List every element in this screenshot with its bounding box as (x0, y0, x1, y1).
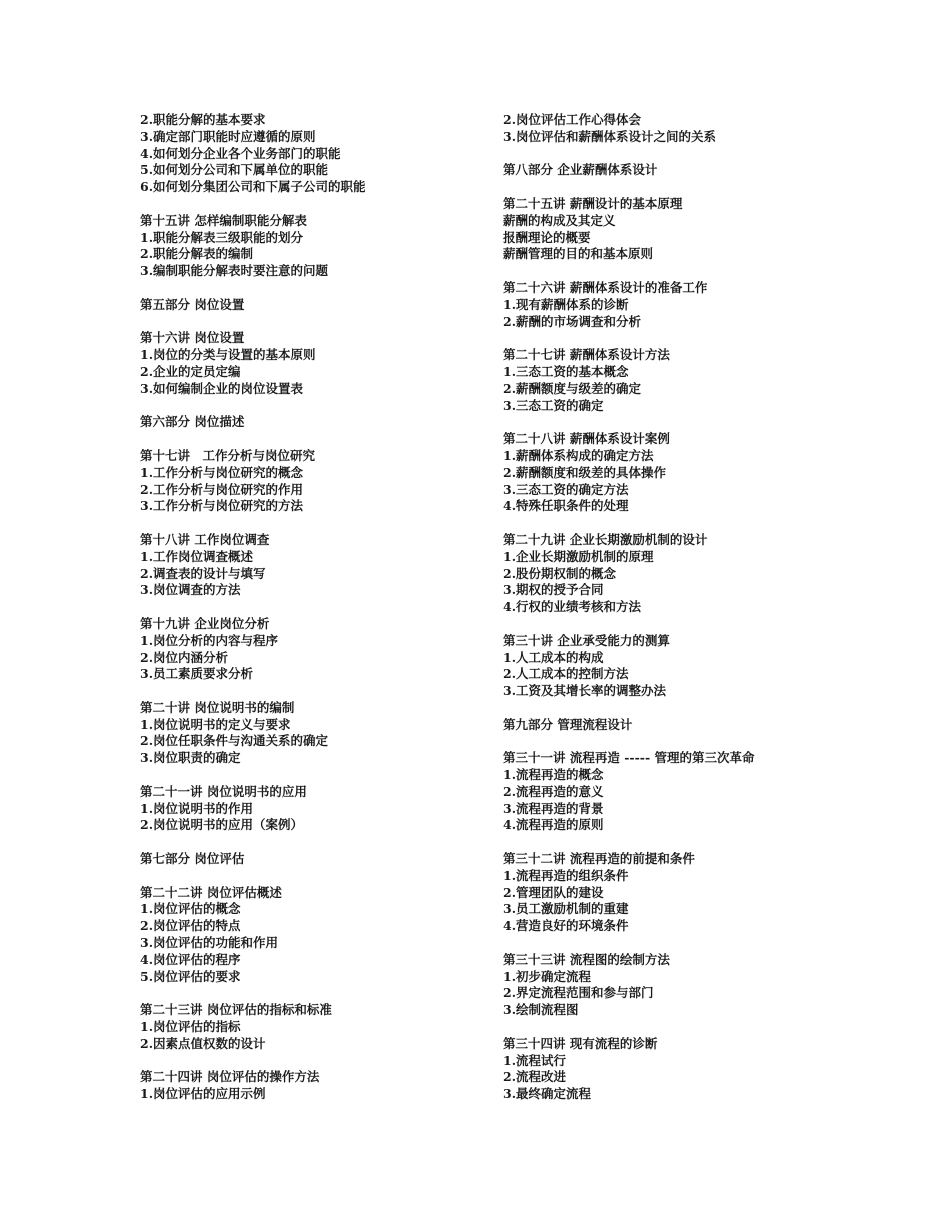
blank-line (503, 733, 833, 750)
section-heading: 第二十讲 岗位说明书的编制 (140, 699, 295, 715)
outline-item: 2.因素点值权数的设计 (140, 1035, 266, 1051)
section-heading: 第七部分 岗位评估 (140, 851, 245, 867)
outline-item: 1.企业长期激励机制的原理 (503, 548, 654, 564)
outline-item: 2.职能分解表的编制 (140, 246, 254, 262)
blank-line (503, 616, 833, 633)
outline-item: 6.如何划分集团公司和下属子公司的职能 (140, 179, 366, 195)
blank-line (503, 146, 833, 163)
blank-line (140, 683, 480, 700)
blank-line (140, 431, 480, 448)
outline-item: 3.岗位评估和薪酬体系设计之间的关系 (503, 128, 717, 144)
blank-line (503, 330, 833, 347)
section-heading: 第二十八讲 薪酬体系设计案例 (503, 431, 670, 447)
outline-item: 3.员工激励机制的重建 (503, 901, 629, 917)
section-heading: 第六部分 岗位描述 (140, 414, 245, 430)
outline-item: 薪酬管理的目的和基本原则 (503, 246, 654, 262)
outline-item: 3.期权的授予合同 (503, 582, 604, 598)
outline-item: 2.企业的定员定编 (140, 363, 241, 379)
blank-line (503, 700, 833, 717)
outline-item: 3.工作分析与岗位研究的方法 (140, 498, 304, 514)
outline-item: 2.管理团队的建设 (503, 884, 604, 900)
blank-line (140, 196, 480, 213)
section-heading: 第三十一讲 流程再造 ----- 管理的第三次革命 (503, 750, 755, 766)
outline-item: 报酬理论的概要 (503, 229, 591, 245)
section-heading: 第八部分 企业薪酬体系设计 (503, 162, 658, 178)
outline-item: 3.确定部门职能时应遵循的原则 (140, 128, 316, 144)
outline-item: 3.岗位调查的方法 (140, 582, 241, 598)
outline-item: 2.流程再造的意义 (503, 783, 604, 799)
outline-item: 4.流程再造的原则 (503, 817, 604, 833)
outline-item: 1.职能分解表三级职能的划分 (140, 229, 304, 245)
blank-line (140, 985, 480, 1002)
outline-item: 3.编制职能分解表时要注意的问题 (140, 263, 329, 279)
blank-line (503, 414, 833, 431)
section-heading: 第十八讲 工作岗位调查 (140, 531, 270, 547)
outline-item: 1.岗位的分类与设置的基本原则 (140, 347, 316, 363)
section-heading: 第二十七讲 薪酬体系设计方法 (503, 347, 670, 363)
section-heading: 第九部分 管理流程设计 (503, 716, 633, 732)
blank-line (140, 599, 480, 616)
outline-item: 1.流程试行 (503, 1052, 567, 1068)
outline-item: 1.岗位评估的应用示例 (140, 1086, 266, 1102)
outline-item: 3.绘制流程图 (503, 1002, 579, 1018)
outline-item: 2.岗位任职条件与沟通关系的确定 (140, 733, 329, 749)
blank-line (140, 834, 480, 851)
blank-line (140, 868, 480, 885)
outline-item: 3.如何编制企业的岗位设置表 (140, 380, 304, 396)
outline-item: 2.岗位内涵分析 (140, 649, 229, 665)
section-heading: 第二十五讲 薪酬设计的基本原理 (503, 195, 683, 211)
outline-item: 2.薪酬额度和级差的具体操作 (503, 464, 667, 480)
outline-item: 1.初步确定流程 (503, 968, 592, 984)
outline-item: 1.岗位评估的概念 (140, 901, 241, 917)
outline-item: 3.最终确定流程 (503, 1086, 592, 1102)
outline-item: 5.岗位评估的要求 (140, 968, 241, 984)
outline-item: 3.流程再造的背景 (503, 800, 604, 816)
right-column (503, 112, 833, 1103)
blank-line (503, 935, 833, 952)
blank-line (140, 398, 480, 415)
outline-item: 1.流程再造的概念 (503, 767, 604, 783)
section-heading: 第二十三讲 岗位评估的指标和标准 (140, 1002, 332, 1018)
outline-item: 4.岗位评估的程序 (140, 951, 241, 967)
outline-item: 1.工作分析与岗位研究的概念 (140, 464, 304, 480)
section-heading: 第二十四讲 岗位评估的操作方法 (140, 1069, 320, 1085)
section-heading: 第十九讲 企业岗位分析 (140, 615, 270, 631)
blank-line (140, 1053, 480, 1070)
outline-item: 4.营造良好的环境条件 (503, 918, 629, 934)
outline-item: 3.员工素质要求分析 (140, 666, 254, 682)
outline-item: 2.薪酬的市场调查和分析 (503, 313, 642, 329)
outline-item: 2.薪酬额度与级差的确定 (503, 380, 642, 396)
outline-item: 1.岗位说明书的定义与要求 (140, 716, 291, 732)
left-column (140, 112, 480, 1103)
outline-item: 2.流程改进 (503, 1069, 567, 1085)
section-heading: 第三十讲 企业承受能力的测算 (503, 632, 670, 648)
outline-item: 1.薪酬体系构成的确定方法 (503, 447, 654, 463)
outline-item: 3.三态工资的确定 (503, 397, 604, 413)
section-heading: 第十七讲 工作分析与岗位研究 (140, 447, 316, 463)
outline-item: 2.股份期权制的概念 (503, 565, 617, 581)
section-heading: 第二十一讲 岗位说明书的应用 (140, 783, 307, 799)
outline-item: 2.职能分解的基本要求 (140, 112, 266, 127)
outline-item: 1.现有薪酬体系的诊断 (503, 296, 629, 312)
outline-item: 1.流程再造的组织条件 (503, 867, 629, 883)
blank-line (140, 280, 480, 297)
section-heading: 第三十三讲 流程图的绘制方法 (503, 951, 670, 967)
outline-item: 2.岗位评估的特点 (140, 918, 241, 934)
outline-item: 4.如何划分企业各个业务部门的职能 (140, 145, 341, 161)
outline-item: 1.工作岗位调查概述 (140, 548, 254, 564)
outline-item: 1.岗位评估的指标 (140, 1019, 241, 1035)
outline-item: 2.岗位说明书的应用（案例） (140, 817, 304, 833)
section-heading: 第十六讲 岗位设置 (140, 330, 245, 346)
outline-item: 5.如何划分公司和下属单位的职能 (140, 162, 329, 178)
section-heading: 第三十二讲 流程再造的前提和条件 (503, 851, 695, 867)
blank-line (140, 767, 480, 784)
outline-item: 1.人工成本的构成 (503, 649, 604, 665)
section-heading: 第五部分 岗位设置 (140, 296, 245, 312)
outline-item: 2.调查表的设计与填写 (140, 565, 266, 581)
blank-line (503, 515, 833, 532)
outline-item: 2.工作分析与岗位研究的作用 (140, 481, 304, 497)
outline-item: 4.特殊任职条件的处理 (503, 498, 629, 514)
section-heading: 第三十四讲 现有流程的诊断 (503, 1035, 658, 1051)
outline-item: 1.岗位说明书的作用 (140, 800, 254, 816)
outline-item: 薪酬的构成及其定义 (503, 212, 616, 228)
outline-item: 4.行权的业绩考核和方法 (503, 599, 642, 615)
section-heading: 第二十六讲 薪酬体系设计的准备工作 (503, 279, 708, 295)
blank-line (140, 314, 480, 331)
blank-line (140, 515, 480, 532)
section-heading: 第二十二讲 岗位评估概述 (140, 884, 282, 900)
outline-item: 3.三态工资的确定方法 (503, 481, 629, 497)
blank-line (503, 1019, 833, 1036)
blank-line (503, 834, 833, 851)
outline-item: 2.岗位评估工作心得体会 (503, 112, 642, 127)
outline-item: 1.三态工资的基本概念 (503, 363, 629, 379)
outline-item: 2.界定流程范围和参与部门 (503, 985, 654, 1001)
outline-item: 3.岗位评估的功能和作用 (140, 935, 279, 951)
section-heading: 第十五讲 怎样编制职能分解表 (140, 212, 307, 228)
outline-item: 2.人工成本的控制方法 (503, 666, 629, 682)
outline-item: 3.岗位职责的确定 (140, 750, 241, 766)
blank-line (503, 179, 833, 196)
section-heading: 第二十九讲 企业长期激励机制的设计 (503, 531, 708, 547)
outline-item: 3.工资及其增长率的调整办法 (503, 683, 667, 699)
blank-line (503, 263, 833, 280)
outline-item: 1.岗位分析的内容与程序 (140, 632, 279, 648)
